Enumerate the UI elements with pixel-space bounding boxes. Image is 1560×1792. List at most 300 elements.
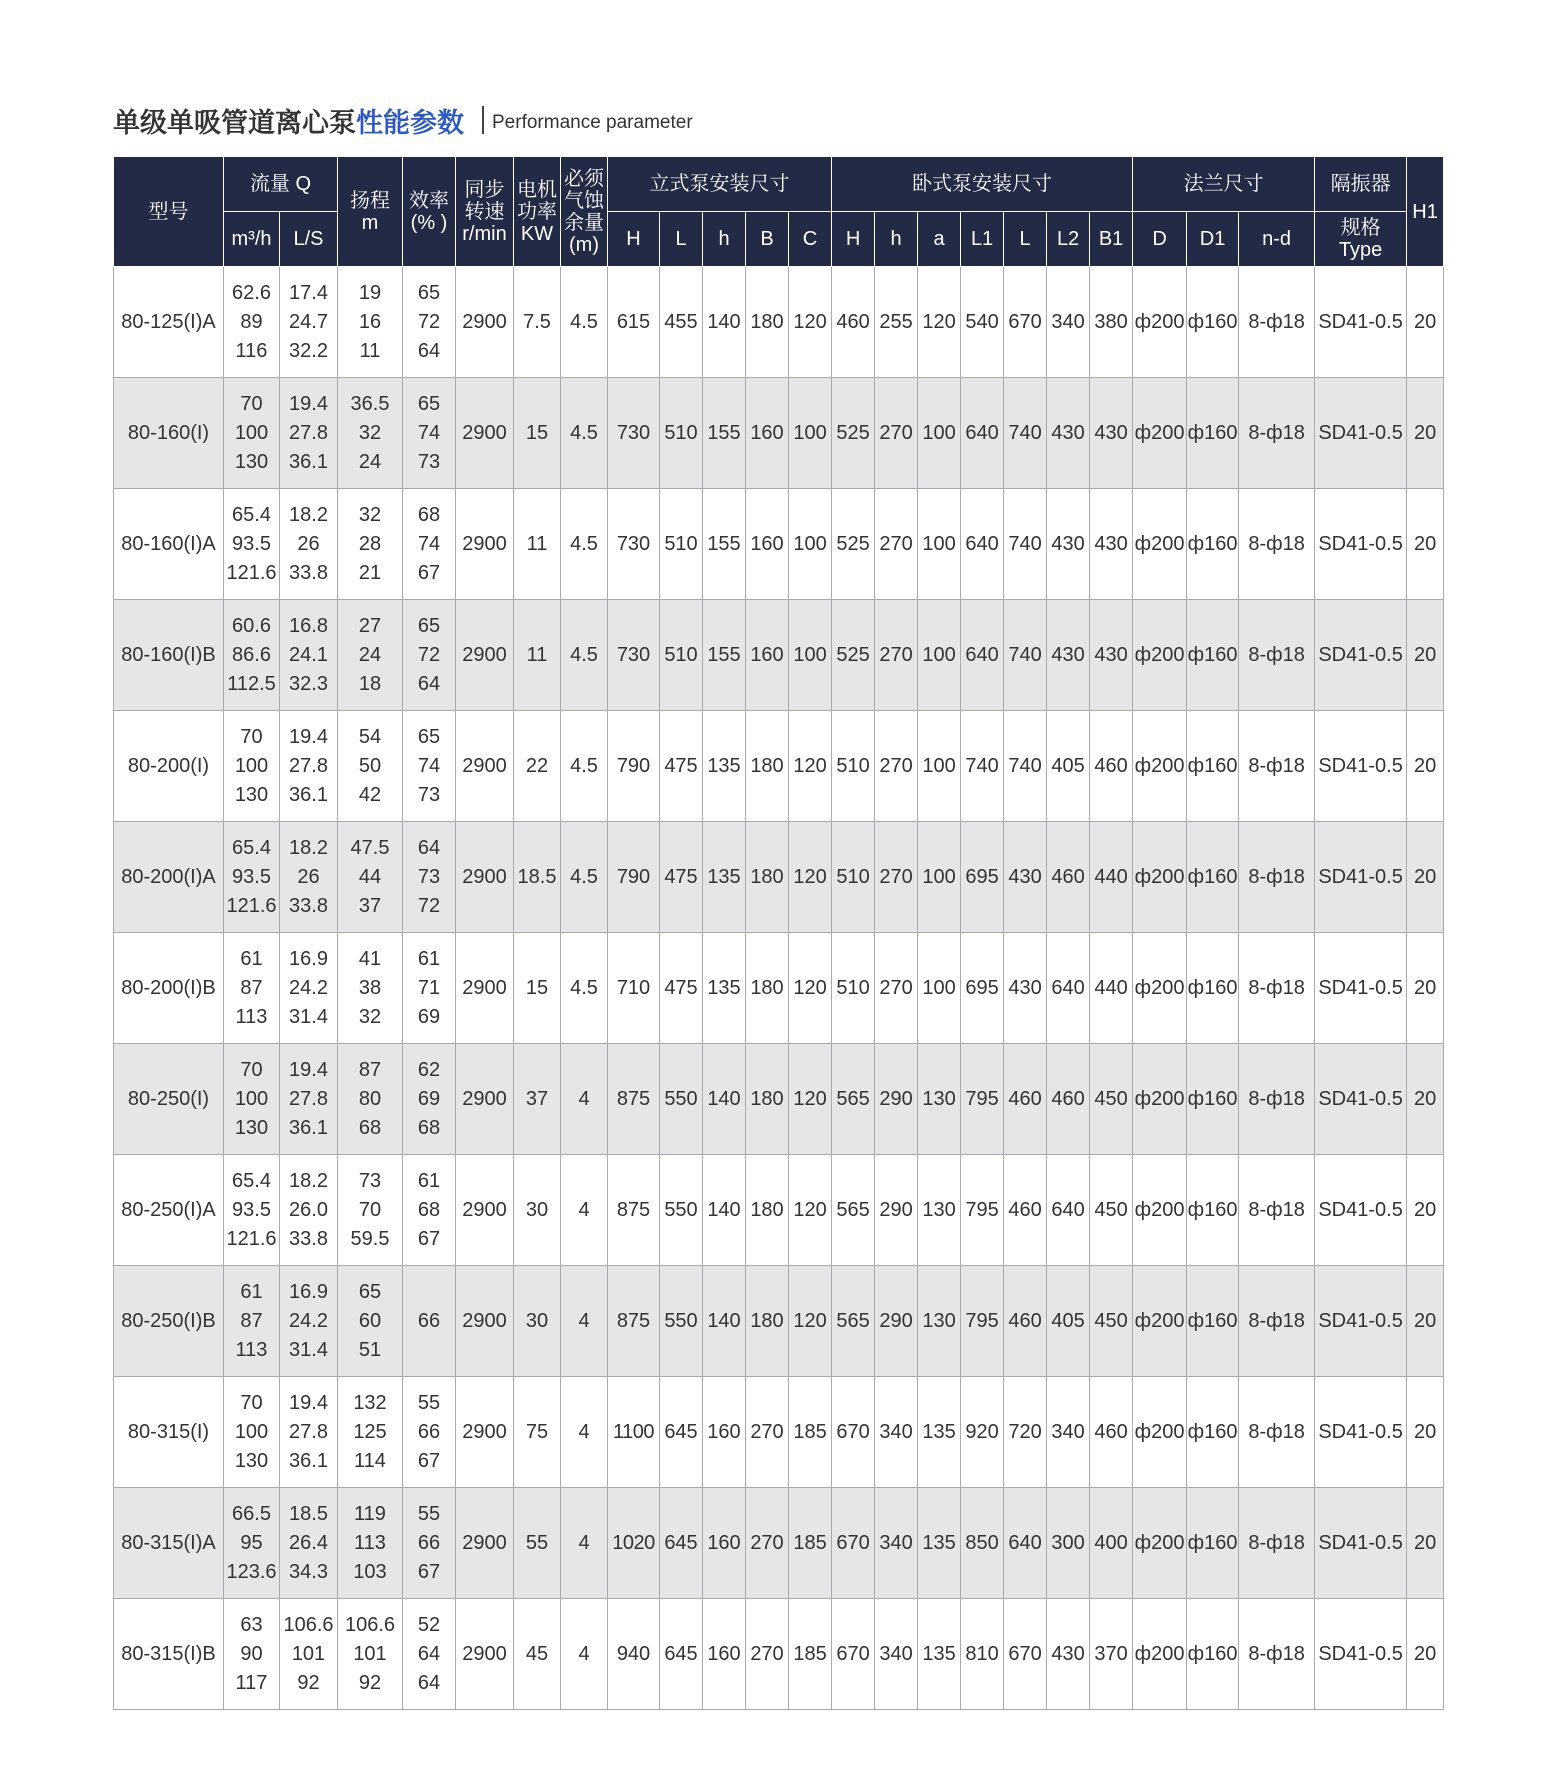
cell-h1: 20: [1407, 1377, 1444, 1488]
cell-flange-dim: 8-ф18: [1239, 600, 1315, 711]
cell-speed: 2900: [456, 711, 514, 822]
cell-speed: 2900: [456, 600, 514, 711]
cell-vertical-dim: 140: [703, 1044, 746, 1155]
cell-efficiency: 55 66 67: [403, 1488, 456, 1599]
cell-speed: 2900: [456, 1488, 514, 1599]
cell-vertical-dim: 550: [660, 1155, 703, 1266]
cell-vertical-dim: 180: [746, 267, 789, 378]
cell-vertical-dim: 790: [608, 822, 660, 933]
cell-flow-m3h: 65.4 93.5 121.6: [224, 489, 280, 600]
cell-vertical-dim: 270: [746, 1599, 789, 1710]
cell-model: 80-315(I)A: [114, 1488, 224, 1599]
cell-horizontal-dim: 460: [1004, 1155, 1047, 1266]
cell-flow-m3h: 63 90 117: [224, 1599, 280, 1710]
cell-model: 80-160(I): [114, 378, 224, 489]
cell-flange-dim: ф160: [1187, 711, 1239, 822]
cell-vertical-dim: 120: [789, 711, 832, 822]
cell-power: 15: [514, 378, 561, 489]
cell-horizontal-dim: 130: [918, 1155, 961, 1266]
cell-npsh: 4: [561, 1377, 608, 1488]
cell-vertical-dim: 120: [789, 933, 832, 1044]
cell-flange-dim: ф160: [1187, 1266, 1239, 1377]
cell-npsh: 4.5: [561, 822, 608, 933]
cell-vertical-dim: 550: [660, 1044, 703, 1155]
cell-vertical-dim: 135: [703, 822, 746, 933]
cell-isolator: SD41-0.5: [1315, 711, 1407, 822]
cell-vertical-dim: 645: [660, 1599, 703, 1710]
cell-horizontal-dim: 270: [875, 378, 918, 489]
cell-flange-dim: ф200: [1133, 1488, 1187, 1599]
cell-horizontal-dim: 565: [832, 1044, 875, 1155]
cell-vertical-dim: 180: [746, 711, 789, 822]
cell-flow-ls: 16.8 24.1 32.3: [280, 600, 338, 711]
cell-vertical-dim: 1100: [608, 1377, 660, 1488]
cell-flow-ls: 16.9 24.2 31.4: [280, 933, 338, 1044]
cell-vertical-dim: 510: [660, 378, 703, 489]
cell-horizontal-dim: 460: [832, 267, 875, 378]
cell-vertical-dim: 180: [746, 933, 789, 1044]
cell-horizontal-dim: 640: [961, 600, 1004, 711]
cell-horizontal-dim: 100: [918, 822, 961, 933]
cell-efficiency: 65 74 73: [403, 378, 456, 489]
cell-horizontal-dim: 695: [961, 933, 1004, 1044]
cell-h1: 20: [1407, 1488, 1444, 1599]
header-isolator: 隔振器: [1315, 157, 1407, 212]
cell-flange-dim: ф160: [1187, 1377, 1239, 1488]
cell-vertical-dim: 140: [703, 1266, 746, 1377]
cell-flange-dim: ф160: [1187, 933, 1239, 1044]
cell-isolator: SD41-0.5: [1315, 378, 1407, 489]
cell-horizontal-dim: 440: [1090, 933, 1133, 1044]
cell-horizontal-dim: 290: [875, 1044, 918, 1155]
cell-flange-dim: ф200: [1133, 933, 1187, 1044]
cell-horizontal-dim: 695: [961, 822, 1004, 933]
cell-vertical-dim: 730: [608, 489, 660, 600]
cell-vertical-dim: 120: [789, 1155, 832, 1266]
table-row: [114, 600, 1444, 711]
cell-horizontal-dim: 290: [875, 1155, 918, 1266]
header-v-col: H: [608, 212, 660, 267]
cell-flow-ls: 17.4 24.7 32.2: [280, 267, 338, 378]
cell-horizontal-dim: 795: [961, 1044, 1004, 1155]
cell-model: 80-250(I)B: [114, 1266, 224, 1377]
cell-flange-dim: 8-ф18: [1239, 711, 1315, 822]
cell-horizontal-dim: 430: [1090, 378, 1133, 489]
cell-horizontal-dim: 450: [1090, 1266, 1133, 1377]
cell-flow-m3h: 61 87 113: [224, 1266, 280, 1377]
cell-vertical-dim: 155: [703, 378, 746, 489]
cell-horizontal-dim: 450: [1090, 1155, 1133, 1266]
cell-vertical-dim: 160: [703, 1488, 746, 1599]
cell-vertical-dim: 140: [703, 1155, 746, 1266]
cell-horizontal-dim: 670: [1004, 1599, 1047, 1710]
table-row: [114, 711, 1444, 822]
cell-vertical-dim: 155: [703, 489, 746, 600]
cell-power: 11: [514, 600, 561, 711]
cell-vertical-dim: 185: [789, 1377, 832, 1488]
cell-speed: 2900: [456, 933, 514, 1044]
cell-vertical-dim: 155: [703, 600, 746, 711]
cell-horizontal-dim: 740: [1004, 600, 1047, 711]
cell-head: 132 125 114: [338, 1377, 403, 1488]
header-speed: 同步 转速 r/min: [456, 157, 514, 267]
cell-flange-dim: ф160: [1187, 1488, 1239, 1599]
cell-flange-dim: ф200: [1133, 1266, 1187, 1377]
header-h-col: H: [832, 212, 875, 267]
cell-horizontal-dim: 440: [1090, 822, 1133, 933]
cell-speed: 2900: [456, 489, 514, 600]
cell-h1: 20: [1407, 1599, 1444, 1710]
table-row: [114, 267, 1444, 378]
cell-npsh: 4.5: [561, 267, 608, 378]
cell-horizontal-dim: 670: [832, 1488, 875, 1599]
cell-speed: 2900: [456, 1377, 514, 1488]
cell-horizontal-dim: 510: [832, 822, 875, 933]
cell-flow-ls: 18.2 26 33.8: [280, 822, 338, 933]
table-row: [114, 1488, 1444, 1599]
cell-head: 41 38 32: [338, 933, 403, 1044]
cell-horizontal-dim: 100: [918, 600, 961, 711]
cell-vertical-dim: 100: [789, 378, 832, 489]
cell-power: 7.5: [514, 267, 561, 378]
cell-vertical-dim: 140: [703, 267, 746, 378]
header-npsh: 必须 气蚀 余量 (m): [561, 157, 608, 267]
cell-efficiency: 66: [403, 1266, 456, 1377]
table-row: [114, 1155, 1444, 1266]
cell-horizontal-dim: 430: [1090, 600, 1133, 711]
cell-efficiency: 52 64 64: [403, 1599, 456, 1710]
cell-flow-m3h: 65.4 93.5 121.6: [224, 1155, 280, 1266]
cell-npsh: 4.5: [561, 600, 608, 711]
cell-h1: 20: [1407, 933, 1444, 1044]
cell-isolator: SD41-0.5: [1315, 1488, 1407, 1599]
cell-vertical-dim: 1020: [608, 1488, 660, 1599]
cell-efficiency: 62 69 68: [403, 1044, 456, 1155]
cell-isolator: SD41-0.5: [1315, 1266, 1407, 1377]
cell-head: 27 24 18: [338, 600, 403, 711]
header-v-col: C: [789, 212, 832, 267]
cell-horizontal-dim: 370: [1090, 1599, 1133, 1710]
cell-head: 54 50 42: [338, 711, 403, 822]
cell-horizontal-dim: 460: [1047, 1044, 1090, 1155]
header-power: 电机 功率 KW: [514, 157, 561, 267]
title-english: Performance parameter: [492, 112, 693, 133]
cell-efficiency: 68 74 67: [403, 489, 456, 600]
cell-horizontal-dim: 100: [918, 378, 961, 489]
cell-flange-dim: 8-ф18: [1239, 378, 1315, 489]
cell-horizontal-dim: 100: [918, 489, 961, 600]
cell-horizontal-dim: 740: [961, 711, 1004, 822]
cell-flange-dim: ф200: [1133, 822, 1187, 933]
header-h-col: a: [918, 212, 961, 267]
cell-flange-dim: ф200: [1133, 711, 1187, 822]
cell-horizontal-dim: 135: [918, 1377, 961, 1488]
cell-speed: 2900: [456, 1266, 514, 1377]
cell-horizontal-dim: 525: [832, 600, 875, 711]
cell-power: 15: [514, 933, 561, 1044]
header-f-col: n-d: [1239, 212, 1315, 267]
cell-power: 18.5: [514, 822, 561, 933]
header-efficiency: 效率 (% ): [403, 157, 456, 267]
table-row: [114, 1377, 1444, 1488]
cell-horizontal-dim: 850: [961, 1488, 1004, 1599]
header-h-col: B1: [1090, 212, 1133, 267]
cell-vertical-dim: 475: [660, 822, 703, 933]
cell-horizontal-dim: 810: [961, 1599, 1004, 1710]
cell-vertical-dim: 185: [789, 1599, 832, 1710]
cell-vertical-dim: 790: [608, 711, 660, 822]
cell-flow-m3h: 70 100 130: [224, 711, 280, 822]
header-v-col: L: [660, 212, 703, 267]
cell-head: 119 113 103: [338, 1488, 403, 1599]
cell-flange-dim: ф160: [1187, 600, 1239, 711]
header-h-col: L1: [961, 212, 1004, 267]
cell-isolator: SD41-0.5: [1315, 600, 1407, 711]
header-isolator-type: 规格 Type: [1315, 212, 1407, 267]
cell-horizontal-dim: 255: [875, 267, 918, 378]
table-row: [114, 822, 1444, 933]
cell-flow-m3h: 65.4 93.5 121.6: [224, 822, 280, 933]
cell-flange-dim: ф200: [1133, 489, 1187, 600]
cell-horizontal-dim: 640: [961, 489, 1004, 600]
cell-vertical-dim: 730: [608, 600, 660, 711]
cell-vertical-dim: 875: [608, 1266, 660, 1377]
cell-horizontal-dim: 100: [918, 711, 961, 822]
cell-flow-ls: 19.4 27.8 36.1: [280, 1044, 338, 1155]
cell-speed: 2900: [456, 267, 514, 378]
cell-power: 45: [514, 1599, 561, 1710]
cell-horizontal-dim: 720: [1004, 1377, 1047, 1488]
cell-horizontal-dim: 795: [961, 1266, 1004, 1377]
cell-flow-m3h: 60.6 86.6 112.5: [224, 600, 280, 711]
cell-vertical-dim: 135: [703, 933, 746, 1044]
cell-horizontal-dim: 460: [1047, 822, 1090, 933]
table-row: [114, 933, 1444, 1044]
cell-vertical-dim: 645: [660, 1488, 703, 1599]
cell-vertical-dim: 120: [789, 822, 832, 933]
cell-vertical-dim: 120: [789, 1044, 832, 1155]
cell-vertical-dim: 940: [608, 1599, 660, 1710]
cell-isolator: SD41-0.5: [1315, 489, 1407, 600]
cell-flow-m3h: 70 100 130: [224, 378, 280, 489]
cell-horizontal-dim: 740: [1004, 711, 1047, 822]
cell-efficiency: 55 66 67: [403, 1377, 456, 1488]
cell-horizontal-dim: 640: [961, 378, 1004, 489]
cell-vertical-dim: 160: [703, 1377, 746, 1488]
cell-vertical-dim: 730: [608, 378, 660, 489]
cell-vertical-dim: 135: [703, 711, 746, 822]
cell-head: 47.5 44 37: [338, 822, 403, 933]
cell-model: 80-160(I)A: [114, 489, 224, 600]
cell-horizontal-dim: 430: [1047, 489, 1090, 600]
cell-model: 80-315(I): [114, 1377, 224, 1488]
cell-flange-dim: 8-ф18: [1239, 489, 1315, 600]
cell-flow-ls: 16.9 24.2 31.4: [280, 1266, 338, 1377]
header-head: 扬程 m: [338, 157, 403, 267]
cell-vertical-dim: 270: [746, 1377, 789, 1488]
cell-horizontal-dim: 135: [918, 1599, 961, 1710]
cell-vertical-dim: 160: [746, 378, 789, 489]
cell-efficiency: 65 74 73: [403, 711, 456, 822]
cell-flange-dim: ф160: [1187, 267, 1239, 378]
cell-flow-ls: 18.5 26.4 34.3: [280, 1488, 338, 1599]
cell-flange-dim: ф160: [1187, 489, 1239, 600]
cell-isolator: SD41-0.5: [1315, 1599, 1407, 1710]
cell-vertical-dim: 185: [789, 1488, 832, 1599]
cell-vertical-dim: 120: [789, 267, 832, 378]
cell-horizontal-dim: 380: [1090, 267, 1133, 378]
cell-flange-dim: 8-ф18: [1239, 1044, 1315, 1155]
cell-horizontal-dim: 640: [1047, 1155, 1090, 1266]
cell-horizontal-dim: 795: [961, 1155, 1004, 1266]
cell-horizontal-dim: 430: [1004, 933, 1047, 1044]
cell-npsh: 4.5: [561, 933, 608, 1044]
cell-vertical-dim: 160: [746, 489, 789, 600]
cell-horizontal-dim: 120: [918, 267, 961, 378]
cell-flow-ls: 18.2 26.0 33.8: [280, 1155, 338, 1266]
cell-flange-dim: 8-ф18: [1239, 267, 1315, 378]
cell-flow-m3h: 61 87 113: [224, 933, 280, 1044]
header-horizontal-dims: 卧式泵安装尺寸: [832, 157, 1133, 212]
cell-vertical-dim: 645: [660, 1377, 703, 1488]
cell-vertical-dim: 100: [789, 489, 832, 600]
cell-vertical-dim: 875: [608, 1155, 660, 1266]
cell-horizontal-dim: 290: [875, 1266, 918, 1377]
cell-speed: 2900: [456, 1599, 514, 1710]
cell-horizontal-dim: 135: [918, 1488, 961, 1599]
cell-flow-ls: 18.2 26 33.8: [280, 489, 338, 600]
cell-vertical-dim: 510: [660, 489, 703, 600]
cell-speed: 2900: [456, 378, 514, 489]
cell-vertical-dim: 160: [746, 600, 789, 711]
cell-horizontal-dim: 510: [832, 711, 875, 822]
cell-horizontal-dim: 565: [832, 1155, 875, 1266]
header-flow-m3h: m³/h: [224, 212, 280, 267]
cell-model: 80-250(I)A: [114, 1155, 224, 1266]
cell-horizontal-dim: 130: [918, 1044, 961, 1155]
cell-flow-ls: 106.6 101 92: [280, 1599, 338, 1710]
cell-head: 87 80 68: [338, 1044, 403, 1155]
cell-model: 80-200(I): [114, 711, 224, 822]
cell-h1: 20: [1407, 378, 1444, 489]
cell-horizontal-dim: 740: [1004, 378, 1047, 489]
cell-horizontal-dim: 670: [832, 1377, 875, 1488]
title-main: 单级单吸管道离心泵: [113, 107, 356, 139]
cell-vertical-dim: 160: [703, 1599, 746, 1710]
cell-horizontal-dim: 430: [1004, 822, 1047, 933]
cell-efficiency: 64 73 72: [403, 822, 456, 933]
cell-efficiency: 61 68 67: [403, 1155, 456, 1266]
cell-horizontal-dim: 405: [1047, 1266, 1090, 1377]
table-row: [114, 1044, 1444, 1155]
cell-npsh: 4: [561, 1266, 608, 1377]
cell-vertical-dim: 875: [608, 1044, 660, 1155]
cell-vertical-dim: 475: [660, 933, 703, 1044]
header-flange-dims: 法兰尺寸: [1133, 157, 1315, 212]
performance-table: [113, 156, 1444, 1710]
cell-isolator: SD41-0.5: [1315, 1044, 1407, 1155]
cell-h1: 20: [1407, 489, 1444, 600]
cell-npsh: 4.5: [561, 489, 608, 600]
cell-horizontal-dim: 430: [1090, 489, 1133, 600]
cell-vertical-dim: 120: [789, 1266, 832, 1377]
cell-horizontal-dim: 565: [832, 1266, 875, 1377]
cell-h1: 20: [1407, 1044, 1444, 1155]
cell-npsh: 4: [561, 1044, 608, 1155]
cell-npsh: 4: [561, 1488, 608, 1599]
header-vertical-dims: 立式泵安装尺寸: [608, 157, 832, 212]
cell-vertical-dim: 710: [608, 933, 660, 1044]
cell-h1: 20: [1407, 1266, 1444, 1377]
cell-flange-dim: ф160: [1187, 378, 1239, 489]
table-header: [114, 157, 1444, 267]
cell-head: 36.5 32 24: [338, 378, 403, 489]
cell-vertical-dim: 615: [608, 267, 660, 378]
cell-vertical-dim: 270: [746, 1488, 789, 1599]
cell-flange-dim: ф200: [1133, 1599, 1187, 1710]
cell-h1: 20: [1407, 1155, 1444, 1266]
cell-flange-dim: ф200: [1133, 600, 1187, 711]
cell-h1: 20: [1407, 822, 1444, 933]
header-h1: H1: [1407, 157, 1444, 267]
cell-horizontal-dim: 130: [918, 1266, 961, 1377]
cell-vertical-dim: 180: [746, 1044, 789, 1155]
header-flow-ls: L/S: [280, 212, 338, 267]
cell-power: 75: [514, 1377, 561, 1488]
cell-horizontal-dim: 460: [1004, 1044, 1047, 1155]
cell-model: 80-125(I)A: [114, 267, 224, 378]
cell-flow-m3h: 66.5 95 123.6: [224, 1488, 280, 1599]
cell-horizontal-dim: 430: [1047, 1599, 1090, 1710]
cell-flange-dim: ф200: [1133, 1155, 1187, 1266]
cell-speed: 2900: [456, 822, 514, 933]
cell-speed: 2900: [456, 1155, 514, 1266]
cell-npsh: 4.5: [561, 378, 608, 489]
cell-power: 30: [514, 1155, 561, 1266]
cell-model: 80-200(I)A: [114, 822, 224, 933]
cell-flange-dim: ф200: [1133, 1044, 1187, 1155]
cell-flange-dim: ф200: [1133, 1377, 1187, 1488]
cell-power: 11: [514, 489, 561, 600]
cell-horizontal-dim: 100: [918, 933, 961, 1044]
cell-horizontal-dim: 670: [832, 1599, 875, 1710]
cell-horizontal-dim: 430: [1047, 378, 1090, 489]
cell-speed: 2900: [456, 1044, 514, 1155]
cell-vertical-dim: 510: [660, 600, 703, 711]
cell-power: 55: [514, 1488, 561, 1599]
cell-h1: 20: [1407, 711, 1444, 822]
cell-isolator: SD41-0.5: [1315, 1377, 1407, 1488]
cell-horizontal-dim: 540: [961, 267, 1004, 378]
cell-isolator: SD41-0.5: [1315, 822, 1407, 933]
cell-flange-dim: ф160: [1187, 1155, 1239, 1266]
cell-flange-dim: ф160: [1187, 1044, 1239, 1155]
cell-flange-dim: 8-ф18: [1239, 822, 1315, 933]
table-row: [114, 489, 1444, 600]
cell-horizontal-dim: 670: [1004, 267, 1047, 378]
cell-horizontal-dim: 525: [832, 489, 875, 600]
cell-flange-dim: ф160: [1187, 1599, 1239, 1710]
cell-head: 73 70 59.5: [338, 1155, 403, 1266]
cell-horizontal-dim: 525: [832, 378, 875, 489]
cell-efficiency: 65 72 64: [403, 267, 456, 378]
header-v-col: h: [703, 212, 746, 267]
cell-horizontal-dim: 270: [875, 711, 918, 822]
cell-power: 22: [514, 711, 561, 822]
cell-head: 65 60 51: [338, 1266, 403, 1377]
cell-horizontal-dim: 405: [1047, 711, 1090, 822]
cell-horizontal-dim: 460: [1004, 1266, 1047, 1377]
